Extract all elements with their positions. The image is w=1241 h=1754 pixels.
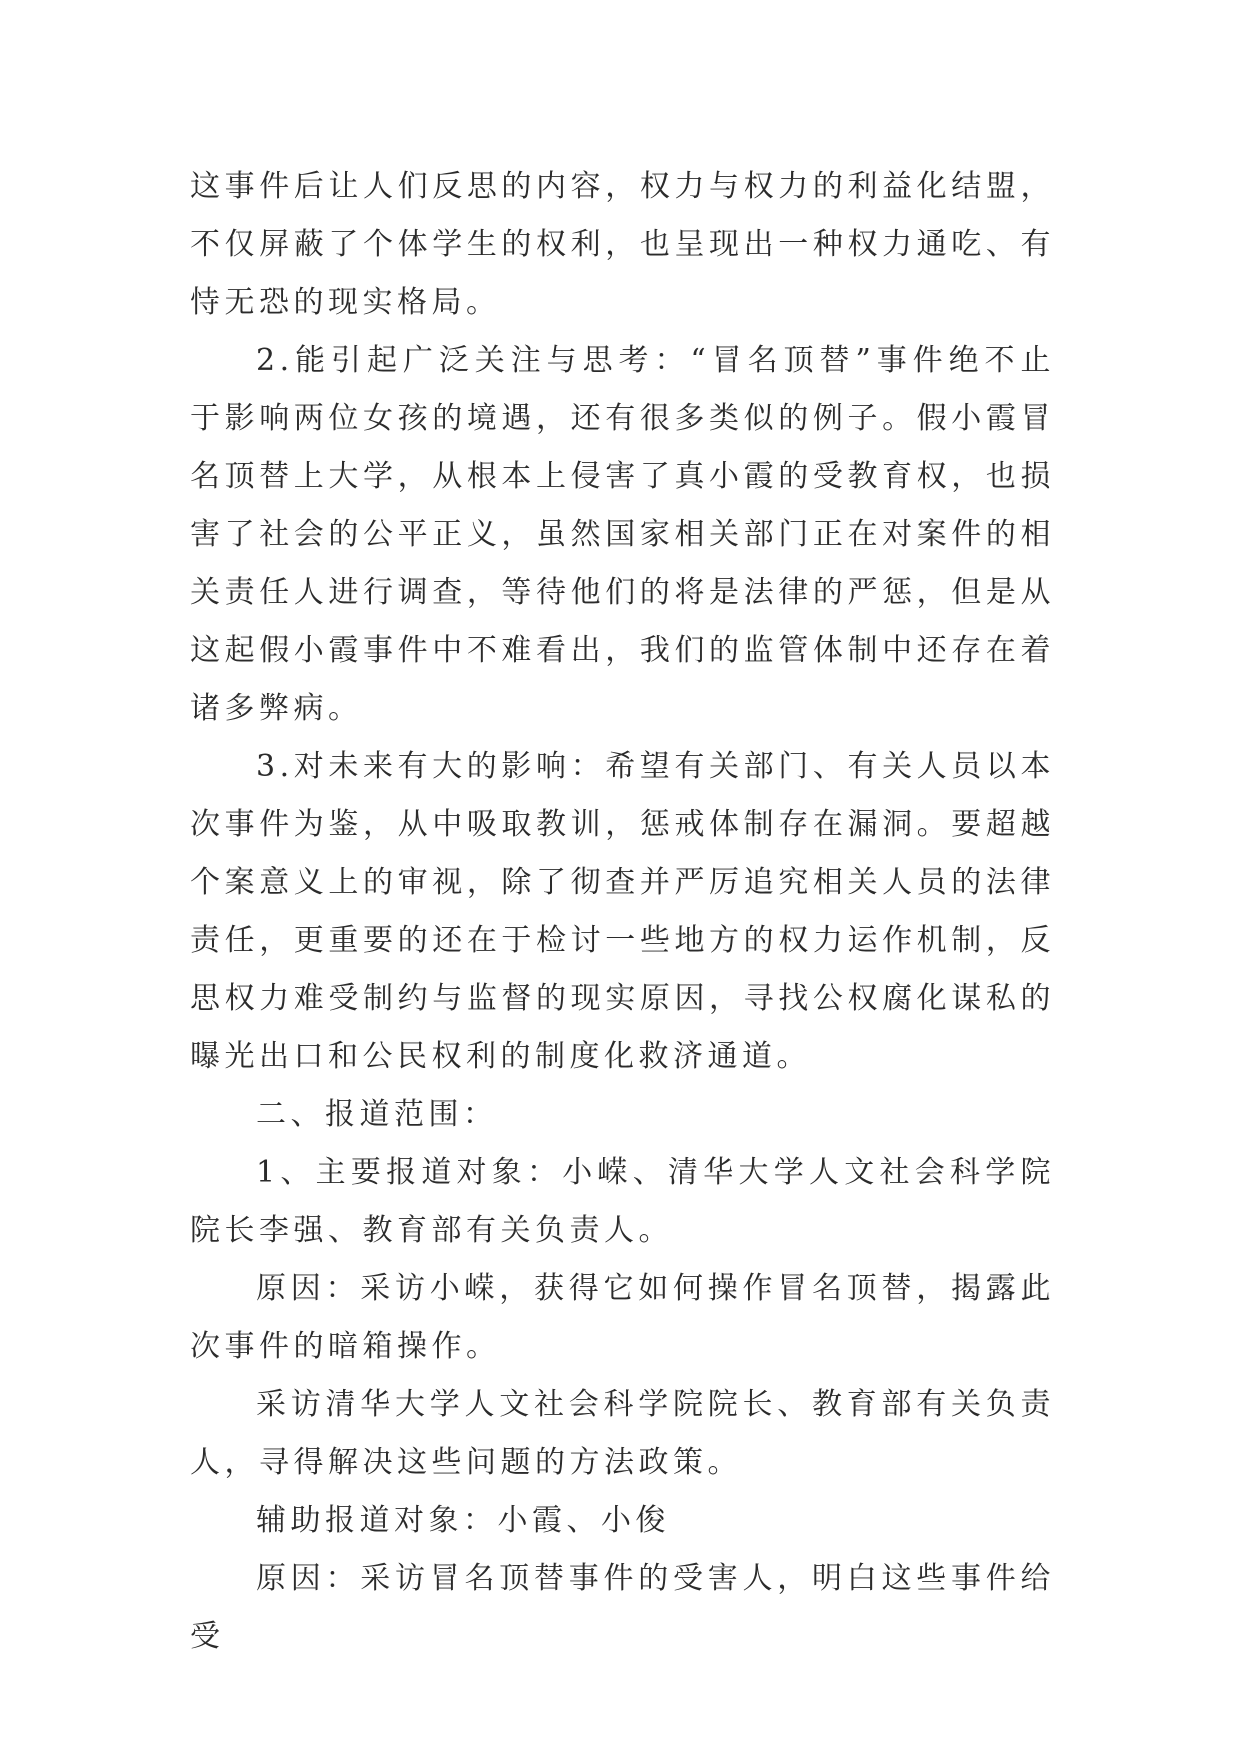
paragraph-reason-2: 原因：采访冒名顶替事件的受害人，明白这些事件给受	[190, 1561, 1055, 1654]
paragraph-reason-1: 原因：采访小嵘，获得它如何操作冒名顶替，揭露此次事件的暗箱操作。	[190, 1271, 1055, 1364]
document-page	[190, 158, 1055, 1666]
paragraph-point-2: 2.能引起广泛关注与思考：“冒名顶替”事件绝不止于影响两位女孩的境遇，还有很多类似的例子。假小霞冒名顶替上大学，从根本上侵害了真小霞的受教育权，也损害了社会的公平正义，虽然国家相关部门正在对案件的相关责任人进行调查，等待他们的将是法律的严惩，但是从这起假小霞事件中不难看出，我们的监管体制中还存在着诸多弊病。	[190, 343, 1055, 726]
paragraph-auxiliary-subjects: 辅助报道对象：小霞、小俊	[256, 1503, 670, 1538]
paragraph-point-3: 3.对未来有大的影响：希望有关部门、有关人员以本次事件为鉴，从中吸取教训，惩戒体制存在漏洞。要超越个案意义上的审视，除了彻查并严厉追究相关人员的法律责任，更重要的还在于检讨一些地方的权力运作机制，反思权力难受制约与监督的现实原因，寻找公权腐化谋私的曝光出口和公民权利的制度化救济通道。	[190, 749, 1055, 1074]
paragraph-interview-officials: 采访清华大学人文社会科学院院长、教育部有关负责人，寻得解决这些问题的方法政策。	[190, 1387, 1055, 1480]
paragraph-main-subjects: 1、主要报道对象：小嵘、清华大学人文社会科学院院长李强、教育部有关负责人。	[190, 1155, 1055, 1248]
paragraph-reflection: 这事件后让人们反思的内容，权力与权力的利益化结盟，不仅屏蔽了个体学生的权利，也呈现出一种权力通吃、有恃无恐的现实格局。	[190, 169, 1055, 320]
section-heading-report-scope: 二、报道范围：	[256, 1097, 498, 1132]
